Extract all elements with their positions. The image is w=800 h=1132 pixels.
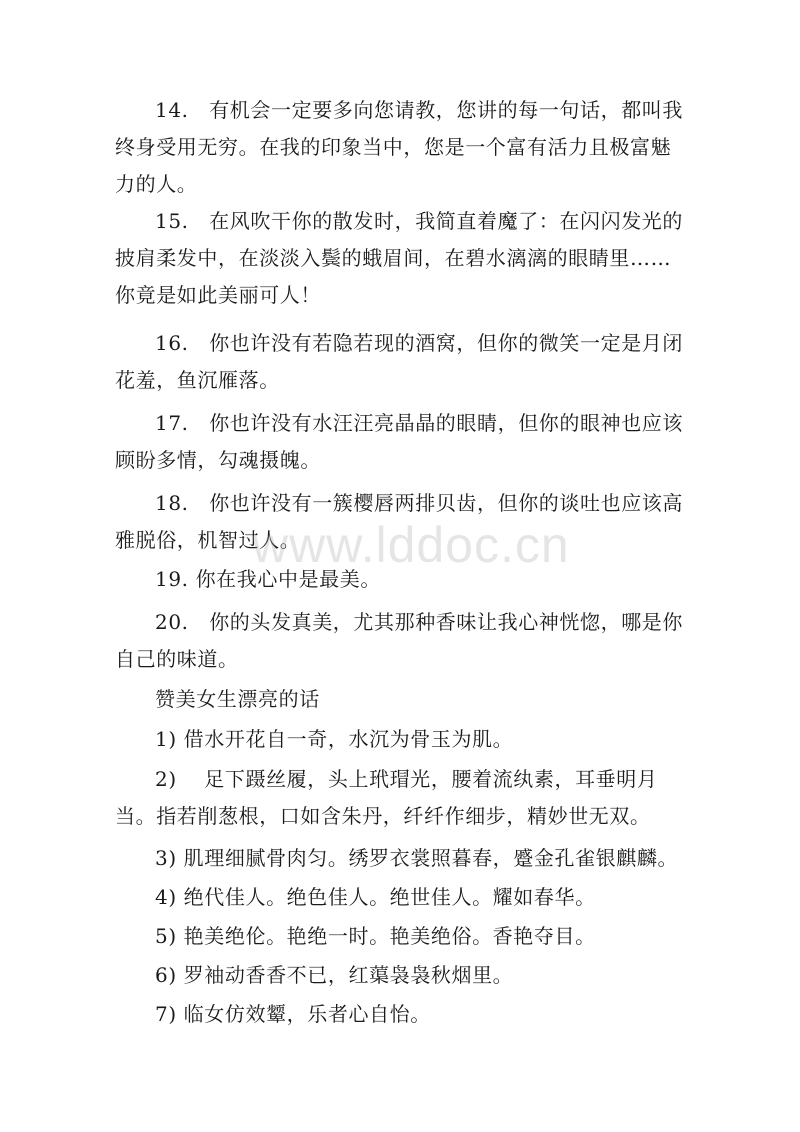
list-item-4: 4) 绝代佳人。绝色佳人。绝世佳人。耀如春华。	[155, 885, 596, 909]
paragraph-15: 15. 在风吹干你的散发时，我简直着魔了：在闪闪发光的披肩柔发中，在淡淡入鬓的蛾眉间，在碧水漓漓的眼睛里……你竟是如此美丽可人！	[115, 209, 684, 307]
paragraph-19: 19. 你在我心中是最美。	[155, 567, 381, 591]
paragraph-17: 17. 你也许没有水汪汪亮晶晶的眼睛，但你的眼神也应该顾盼多情，勾魂摄魄。	[115, 411, 684, 472]
list-item-5: 5) 艳美绝伦。艳绝一时。艳美绝俗。香艳夺目。	[155, 924, 596, 948]
paragraph-14: 14. 有机会一定要多向您请教，您讲的每一句话，都叫我终身受用无穷。在我的印象当中，您是一个富有活力且极富魅力的人。	[115, 98, 684, 196]
list-item-6: 6) 罗袖动香香不已，红蕖袅袅秋烟里。	[155, 963, 514, 987]
list-item-3: 3) 肌理细腻骨肉匀。绣罗衣裳照暮春，蹙金孔雀银麒麟。	[155, 846, 679, 870]
paragraph-16: 16. 你也许没有若隐若现的酒窝，但你的微笑一定是月闭花羞，鱼沉雁落。	[115, 331, 684, 392]
list-item-2: 2) 足下蹑丝履，头上玳瑁光，腰着流纨素，耳垂明月当。指若削葱根，口如含朱丹，纤纤作细步，精妙世无双。	[115, 767, 658, 828]
watermark-text: www.lddoc.cn	[252, 517, 570, 573]
list-item-7: 7) 临女仿效颦，乐者心自怡。	[155, 1002, 431, 1026]
paragraph-18: 18. 你也许没有一簇樱唇两排贝齿，但你的谈吐也应该高雅脱俗，机智过人。	[115, 491, 684, 552]
list-item-1: 1) 借水开花自一奇，水沉为骨玉为肌。	[155, 727, 514, 751]
section-heading: 赞美女生漂亮的话	[155, 687, 320, 711]
paragraph-20: 20. 你的头发真美，尤其那种香味让我心神恍惚，哪是你自己的味道。	[115, 610, 684, 671]
